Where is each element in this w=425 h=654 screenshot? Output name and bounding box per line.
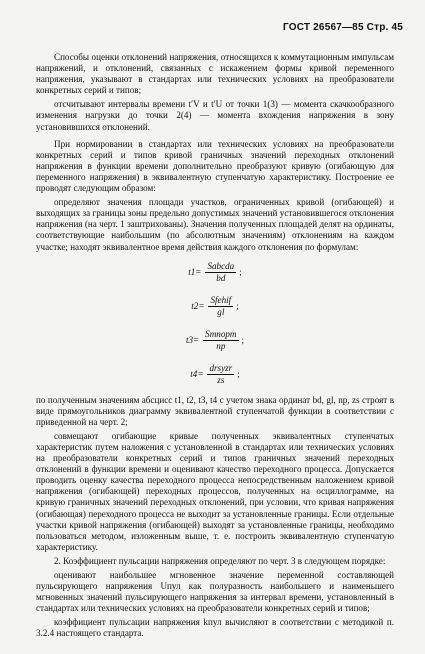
fraction bbox=[208, 295, 233, 318]
fraction bbox=[203, 329, 238, 352]
denominator: gl bbox=[217, 307, 225, 318]
paragraph: определяют значения площади участков, ограниченных кривой (огибающей) и выходящих за границы зоны предельно допустимых значений установившегося отклонения напряжения (на черт. 1 заштрихованы). Значения полученных площадей делят на ординаты, соответствующие наибольшим (по абсолютным значениям) отклонениям на каждом участке; находят эквивалентное время действия каждого отклонения по формулам: bbox=[36, 197, 394, 252]
paragraph: 2. Коэффициент пульсации напряжения определяют по черт. 3 в следующем порядке: bbox=[54, 555, 386, 566]
fraction bbox=[205, 261, 236, 284]
denominator: bd bbox=[216, 273, 226, 284]
numerator: Sabcda bbox=[205, 261, 236, 273]
numerator: Smnopm bbox=[203, 329, 238, 341]
formula-lhs: t2= bbox=[191, 301, 205, 312]
paragraph: по полученным значениям абсцисс t1, t2, t3, t4 с учетом знака ординат bd, gl, np, zs строят в виде прямоугольников диаграмму эквивалентной ступенчатой функции в соответствии с приведенной на черт. 2; bbox=[36, 394, 394, 427]
formula-t4: t4= $\frac{\text{drsyzr}}{zs}$ ; bbox=[190, 363, 240, 386]
formula-t3: t3= $\frac{\text{Smnopm}}{np}$ ; bbox=[185, 329, 245, 352]
page-header: ГОСТ 26567—85 Стр. 45 bbox=[283, 22, 403, 33]
formula-lhs: t1= bbox=[188, 267, 202, 278]
formula-block bbox=[36, 256, 394, 392]
document-body bbox=[36, 52, 394, 643]
numerator: Sfehif bbox=[208, 295, 233, 307]
denominator: np bbox=[216, 341, 226, 352]
paragraph: оценивают наибольшее мгновенное значение переменной составляющей пульсирующего напряжения Uпул как полуразность наибольшего и наименьшего мгновенных значений пульсирующего напряжения за интервал времени, установленный в стандартах или технических условиях на преобразователи конкретных серий и типов; bbox=[36, 570, 394, 614]
paragraph: отсчитывают интервалы времени t′V и t′U от точки 1(3) — момента скачкообразного изменения нагрузки до точки 2(4) — момента вхождения напряжения в зону установившихся отклонений. bbox=[36, 99, 394, 132]
formula-lhs: t4= bbox=[190, 369, 204, 380]
formula-lhs: t3= bbox=[185, 335, 200, 346]
numerator: drsyzr bbox=[207, 363, 234, 375]
fraction bbox=[207, 363, 234, 386]
denominator: zs bbox=[217, 375, 225, 386]
formula-t2: t2= $\frac{\text{Sfehif}}{gl}$ ; bbox=[191, 295, 239, 318]
formula-t1: t1= $\frac{\text{Sabcda}}{bd}$ ; bbox=[188, 261, 242, 284]
paragraph: коэффициент пульсации напряжения kпул вычисляют в соответствии с методикой п. 3.2.4 настоящего стандарта. bbox=[36, 617, 394, 639]
paragraph: При нормировании в стандартах или технических условиях на преобразователи конкретных серий и типов кривой граничных значений переходных отклонений напряжения в функции времени дополнительно преобразуют кривую (огибающую для переменного напряжения) в эквивалентную ступенчатую характеристику. Построение ее проводят следующим образом: bbox=[36, 138, 394, 194]
paragraph: Способы оценки отклонений напряжения, относящихся к коммутационным импульсам напряжений, и отклонений, связанных с искажением формы кривой переменного напряжения, указывают в стандартах или технических условиях на преобразователи конкретных серий и типов; bbox=[36, 52, 394, 96]
paragraph: совмещают огибающие кривые полученных эквивалентных ступенчатых характеристик путем наложения с установленной в стандартах или технических условиях на преобразователи конкретных серий и типов граничных значений переходных отклонений в функции времени и оценивают качество переходного процесса. Допускается проводить оценку качества переходного процесса непосредственным наложением кривой напряжения (огибающей) переходных процессов, полученных на осциллограмме, на кривую граничных значений переходных отклонений, при условии, что кривая напряжения (огибающая) переходного процесса не выходит за установленные границы. Если отдельные участки кривой напряжения (огибающей) выходят за установленные границы, необходимо пользоваться методом, изложенным выше, т. е. построить эквивалентную ступенчатую характеристику. bbox=[36, 430, 394, 552]
